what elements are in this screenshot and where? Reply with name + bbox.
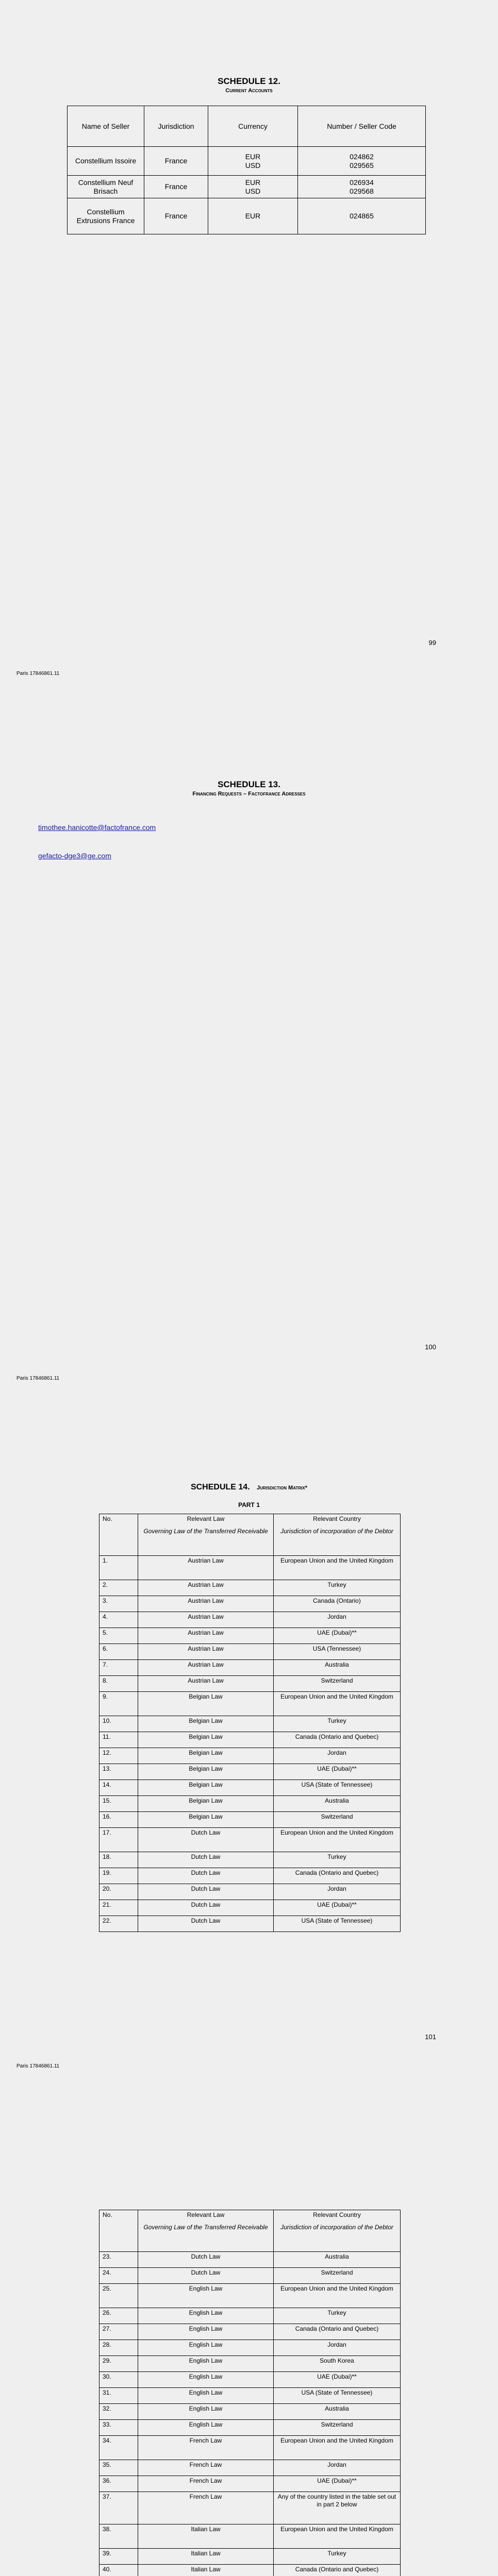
row-number: 3. bbox=[99, 1596, 138, 1612]
table-row bbox=[99, 1900, 401, 1916]
row-number: 9. bbox=[99, 1692, 138, 1716]
table-row bbox=[99, 2284, 401, 2308]
table-row bbox=[99, 1596, 401, 1612]
table-row bbox=[99, 2308, 401, 2324]
table-row bbox=[99, 1732, 401, 1748]
table-row bbox=[99, 1628, 401, 1644]
column-header: Currency bbox=[208, 106, 298, 147]
relevant-country: Canada (Ontario and Quebec) bbox=[274, 1732, 401, 1748]
relevant-country: UAE (Dubai)** bbox=[274, 2476, 401, 2492]
relevant-country: USA (State of Tennessee) bbox=[274, 1780, 401, 1796]
column-header-law bbox=[138, 1514, 274, 1556]
column-header: Name of Seller bbox=[68, 106, 144, 147]
relevant-law: French Law bbox=[138, 2476, 274, 2492]
row-number: 30. bbox=[99, 2372, 138, 2388]
table-row bbox=[99, 1644, 401, 1660]
relevant-law: Belgian Law bbox=[138, 1748, 274, 1764]
table-row bbox=[99, 2524, 401, 2549]
column-header-no: No. bbox=[99, 1514, 138, 1556]
row-number: 18. bbox=[99, 1852, 138, 1868]
relevant-law: Belgian Law bbox=[138, 1716, 274, 1732]
row-number: 26. bbox=[99, 2308, 138, 2324]
relevant-law: Belgian Law bbox=[138, 1796, 274, 1812]
seller-name: Constellium Issoire bbox=[68, 147, 144, 176]
footer-reference: Paris 17846861.11 bbox=[16, 671, 60, 676]
row-number: 25. bbox=[99, 2284, 138, 2308]
relevant-country: Jordan bbox=[274, 1748, 401, 1764]
table-row bbox=[99, 2492, 401, 2524]
law-subheader: Governing Law of the Transferred Receivable bbox=[143, 2224, 268, 2231]
seller-code: 026934 029568 bbox=[298, 176, 426, 198]
row-number: 15. bbox=[99, 1796, 138, 1812]
relevant-country: Turkey bbox=[274, 1852, 401, 1868]
relevant-law: Austrian Law bbox=[138, 1660, 274, 1676]
row-number: 32. bbox=[99, 2404, 138, 2420]
relevant-law: Belgian Law bbox=[138, 1764, 274, 1780]
row-number: 21. bbox=[99, 1900, 138, 1916]
table-header-row bbox=[68, 106, 426, 147]
country-header: Relevant Country bbox=[313, 2211, 361, 2218]
country-subheader: Jurisdiction of incorporation of the Debtor bbox=[280, 2224, 393, 2231]
table-row bbox=[99, 2476, 401, 2492]
relevant-law: Dutch Law bbox=[138, 1916, 274, 1932]
schedule-12-title: SCHEDULE 12. bbox=[218, 76, 280, 86]
relevant-country: Jordan bbox=[274, 1612, 401, 1628]
row-number: 1. bbox=[99, 1556, 138, 1580]
row-number: 19. bbox=[99, 1868, 138, 1884]
page-101 bbox=[0, 1406, 498, 2110]
relevant-law: English Law bbox=[138, 2372, 274, 2388]
table-row bbox=[99, 1676, 401, 1692]
row-number: 38. bbox=[99, 2524, 138, 2549]
relevant-country: European Union and the United Kingdom bbox=[274, 1828, 401, 1852]
law-header: Relevant Law bbox=[187, 1515, 225, 1522]
table-row bbox=[99, 2340, 401, 2356]
jurisdiction: France bbox=[144, 198, 208, 234]
country-header: Relevant Country bbox=[313, 1515, 361, 1522]
relevant-country: Jordan bbox=[274, 2340, 401, 2356]
jurisdiction-matrix-table bbox=[99, 1514, 401, 1932]
row-number: 36. bbox=[99, 2476, 138, 2492]
row-number: 7. bbox=[99, 1660, 138, 1676]
relevant-country: USA (Tennessee) bbox=[274, 1644, 401, 1660]
relevant-law: Italian Law bbox=[138, 2549, 274, 2565]
relevant-law: Belgian Law bbox=[138, 1812, 274, 1828]
relevant-country: Canada (Ontario and Quebec) bbox=[274, 2324, 401, 2340]
schedule-14-heading: Jurisdiction Matrix* bbox=[257, 1485, 308, 1491]
table-row bbox=[99, 2420, 401, 2436]
table-row bbox=[99, 2549, 401, 2565]
column-header-country bbox=[274, 1514, 401, 1556]
relevant-law: Austrian Law bbox=[138, 1628, 274, 1644]
relevant-law: English Law bbox=[138, 2340, 274, 2356]
column-header-no: No. bbox=[99, 2210, 138, 2252]
email-link[interactable]: timothee.hanicotte@factofrance.com bbox=[38, 823, 156, 832]
column-header-law bbox=[138, 2210, 274, 2252]
currency: EUR USD bbox=[208, 147, 298, 176]
relevant-country: Australia bbox=[274, 2404, 401, 2420]
relevant-country: USA (State of Tennessee) bbox=[274, 2388, 401, 2404]
column-header: Jurisdiction bbox=[144, 106, 208, 147]
relevant-country: European Union and the United Kingdom bbox=[274, 1556, 401, 1580]
table-row bbox=[99, 2388, 401, 2404]
table-row bbox=[99, 1692, 401, 1716]
relevant-law: English Law bbox=[138, 2356, 274, 2372]
table-row bbox=[99, 1852, 401, 1868]
relevant-country: Switzerland bbox=[274, 1812, 401, 1828]
table-row bbox=[99, 2436, 401, 2460]
table-header-row bbox=[99, 1514, 401, 1556]
relevant-law: Austrian Law bbox=[138, 1556, 274, 1580]
relevant-law: Austrian Law bbox=[138, 1612, 274, 1628]
relevant-country: Jordan bbox=[274, 2460, 401, 2476]
row-number: 24. bbox=[99, 2268, 138, 2284]
row-number: 40. bbox=[99, 2565, 138, 2576]
row-number: 33. bbox=[99, 2420, 138, 2436]
relevant-law: Austrian Law bbox=[138, 1644, 274, 1660]
country-subheader: Jurisdiction of incorporation of the Debtor bbox=[280, 1528, 393, 1535]
row-number: 34. bbox=[99, 2436, 138, 2460]
relevant-law: English Law bbox=[138, 2420, 274, 2436]
row-number: 20. bbox=[99, 1884, 138, 1900]
schedule-14-label: SCHEDULE 14. bbox=[190, 1483, 250, 1492]
current-accounts-table bbox=[67, 106, 426, 234]
table-row bbox=[99, 1884, 401, 1900]
row-number: 16. bbox=[99, 1812, 138, 1828]
relevant-country: Switzerland bbox=[274, 2420, 401, 2436]
table-row bbox=[99, 1660, 401, 1676]
jurisdiction: France bbox=[144, 147, 208, 176]
row-number: 6. bbox=[99, 1644, 138, 1660]
page-99 bbox=[0, 0, 498, 703]
relevant-country: European Union and the United Kingdom bbox=[274, 1692, 401, 1716]
page-102 bbox=[0, 2110, 498, 2576]
relevant-law: Italian Law bbox=[138, 2524, 274, 2549]
relevant-law: French Law bbox=[138, 2492, 274, 2524]
row-number: 4. bbox=[99, 1612, 138, 1628]
relevant-country: Australia bbox=[274, 1660, 401, 1676]
schedule-14-title bbox=[0, 1483, 498, 1492]
table-row bbox=[99, 2268, 401, 2284]
relevant-country: Jordan bbox=[274, 1884, 401, 1900]
table-row bbox=[68, 198, 426, 234]
relevant-law: Austrian Law bbox=[138, 1580, 274, 1596]
relevant-country: UAE (Dubai)** bbox=[274, 1764, 401, 1780]
relevant-law: English Law bbox=[138, 2308, 274, 2324]
table-row bbox=[99, 1868, 401, 1884]
relevant-law: French Law bbox=[138, 2460, 274, 2476]
table-row bbox=[99, 2356, 401, 2372]
relevant-law: Dutch Law bbox=[138, 1868, 274, 1884]
table-row bbox=[99, 2404, 401, 2420]
footer-reference: Paris 17846861.11 bbox=[16, 1376, 60, 1381]
relevant-law: English Law bbox=[138, 2388, 274, 2404]
table-header-row bbox=[99, 2210, 401, 2252]
table-row bbox=[99, 2565, 401, 2576]
row-number: 8. bbox=[99, 1676, 138, 1692]
table-row bbox=[99, 1916, 401, 1932]
table-row bbox=[99, 2324, 401, 2340]
relevant-country: Any of the country listed in the table set out in part 2 below bbox=[274, 2492, 401, 2524]
seller-code: 024865 bbox=[298, 198, 426, 234]
relevant-law: Dutch Law bbox=[138, 2268, 274, 2284]
relevant-law: Dutch Law bbox=[138, 1900, 274, 1916]
table-row bbox=[99, 1748, 401, 1764]
row-number: 22. bbox=[99, 1916, 138, 1932]
schedule-13-title: SCHEDULE 13. bbox=[218, 779, 280, 789]
page-number: 101 bbox=[425, 2033, 436, 2041]
matrix-body bbox=[99, 1556, 401, 1932]
page-100 bbox=[0, 703, 498, 1406]
relevant-law: Austrian Law bbox=[138, 1676, 274, 1692]
row-number: 14. bbox=[99, 1780, 138, 1796]
table-row bbox=[68, 176, 426, 198]
seller-name: Constellium Neuf Brisach bbox=[68, 176, 144, 198]
law-subheader: Governing Law of the Transferred Receivable bbox=[143, 1528, 268, 1535]
relevant-law: English Law bbox=[138, 2404, 274, 2420]
table-row bbox=[99, 1580, 401, 1596]
currency: EUR USD bbox=[208, 176, 298, 198]
jurisdiction: France bbox=[144, 176, 208, 198]
relevant-country: Turkey bbox=[274, 1716, 401, 1732]
relevant-country: Australia bbox=[274, 2252, 401, 2268]
table-row bbox=[99, 2252, 401, 2268]
relevant-law: Dutch Law bbox=[138, 1852, 274, 1868]
page-number: 100 bbox=[425, 1343, 436, 1351]
table-row bbox=[99, 2372, 401, 2388]
relevant-law: Dutch Law bbox=[138, 2252, 274, 2268]
email-link[interactable]: gefacto-dge3@ge.com bbox=[38, 852, 111, 860]
schedule-13-subtitle: Financing Requests – Factofrance Adresses bbox=[192, 791, 306, 797]
relevant-country: UAE (Dubai)** bbox=[274, 1628, 401, 1644]
page-number: 99 bbox=[428, 639, 436, 647]
seller-code: 024862 029565 bbox=[298, 147, 426, 176]
table-row bbox=[99, 1612, 401, 1628]
relevant-law: English Law bbox=[138, 2284, 274, 2308]
table-row bbox=[99, 1796, 401, 1812]
relevant-country: South Korea bbox=[274, 2356, 401, 2372]
relevant-country: Australia bbox=[274, 1796, 401, 1812]
row-number: 23. bbox=[99, 2252, 138, 2268]
relevant-country: European Union and the United Kingdom bbox=[274, 2436, 401, 2460]
row-number: 39. bbox=[99, 2549, 138, 2565]
relevant-law: Dutch Law bbox=[138, 1884, 274, 1900]
relevant-country: European Union and the United Kingdom bbox=[274, 2524, 401, 2549]
table-row bbox=[99, 1716, 401, 1732]
row-number: 28. bbox=[99, 2340, 138, 2356]
relevant-country: Switzerland bbox=[274, 1676, 401, 1692]
relevant-country: Switzerland bbox=[274, 2268, 401, 2284]
relevant-law: Belgian Law bbox=[138, 1732, 274, 1748]
table-row bbox=[99, 1764, 401, 1780]
relevant-country: Canada (Ontario) bbox=[274, 1596, 401, 1612]
table-row bbox=[99, 1780, 401, 1796]
relevant-country: Turkey bbox=[274, 1580, 401, 1596]
jurisdiction-matrix-table bbox=[99, 2210, 401, 2576]
relevant-law: Belgian Law bbox=[138, 1692, 274, 1716]
schedule-12-subtitle: Current Accounts bbox=[225, 88, 273, 94]
relevant-country: Turkey bbox=[274, 2308, 401, 2324]
row-number: 10. bbox=[99, 1716, 138, 1732]
column-header-country bbox=[274, 2210, 401, 2252]
relevant-country: USA (State of Tennessee) bbox=[274, 1916, 401, 1932]
table-row bbox=[99, 1812, 401, 1828]
relevant-law: Austrian Law bbox=[138, 1596, 274, 1612]
relevant-country: Canada (Ontario and Quebec) bbox=[274, 2565, 401, 2576]
row-number: 2. bbox=[99, 1580, 138, 1596]
seller-name: Constellium Extrusions France bbox=[68, 198, 144, 234]
row-number: 11. bbox=[99, 1732, 138, 1748]
table-row bbox=[99, 2460, 401, 2476]
row-number: 27. bbox=[99, 2324, 138, 2340]
table-row bbox=[68, 147, 426, 176]
row-number: 31. bbox=[99, 2388, 138, 2404]
footer-reference: Paris 17846861.11 bbox=[16, 2063, 60, 2069]
relevant-country: European Union and the United Kingdom bbox=[274, 2284, 401, 2308]
matrix-body bbox=[99, 2252, 401, 2576]
row-number: 12. bbox=[99, 1748, 138, 1764]
row-number: 17. bbox=[99, 1828, 138, 1852]
relevant-country: UAE (Dubai)** bbox=[274, 1900, 401, 1916]
law-header: Relevant Law bbox=[187, 2211, 225, 2218]
relevant-law: French Law bbox=[138, 2436, 274, 2460]
relevant-law: Italian Law bbox=[138, 2565, 274, 2576]
table-row bbox=[99, 1556, 401, 1580]
row-number: 5. bbox=[99, 1628, 138, 1644]
row-number: 37. bbox=[99, 2492, 138, 2524]
row-number: 29. bbox=[99, 2356, 138, 2372]
relevant-law: Belgian Law bbox=[138, 1780, 274, 1796]
relevant-country: Canada (Ontario and Quebec) bbox=[274, 1868, 401, 1884]
relevant-law: English Law bbox=[138, 2324, 274, 2340]
row-number: 35. bbox=[99, 2460, 138, 2476]
relevant-country: Turkey bbox=[274, 2549, 401, 2565]
relevant-country: UAE (Dubai)** bbox=[274, 2372, 401, 2388]
column-header: Number / Seller Code bbox=[298, 106, 426, 147]
currency: EUR bbox=[208, 198, 298, 234]
table-row bbox=[99, 1828, 401, 1852]
row-number: 13. bbox=[99, 1764, 138, 1780]
relevant-law: Dutch Law bbox=[138, 1828, 274, 1852]
part-label: PART 1 bbox=[238, 1501, 260, 1509]
